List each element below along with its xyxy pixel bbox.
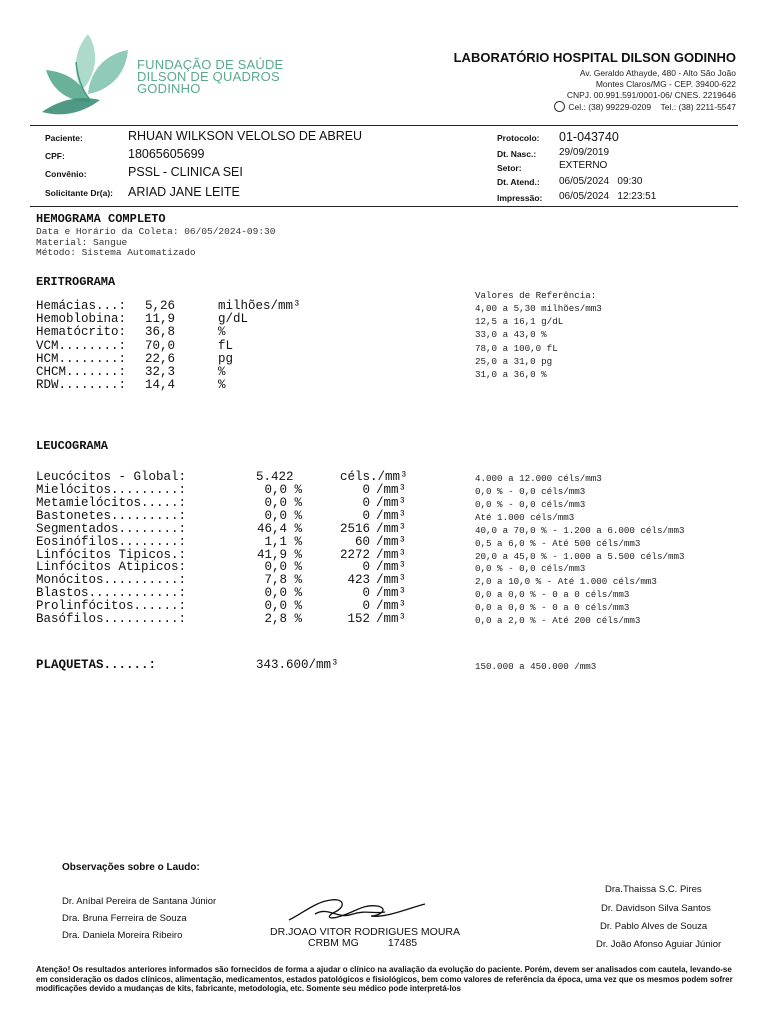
leucograma-unit: /mm³ [376, 521, 407, 536]
eritrograma-label: Hemácias...: [36, 299, 127, 313]
leucograma-pct: 46,4 % [256, 521, 302, 536]
left-doctor-2: Dra. Bruna Ferreira de Souza [62, 913, 187, 924]
leucograma-pct: 41,9 % [256, 547, 302, 562]
eritrograma-ref: 31,0 a 36,0 % [475, 369, 547, 380]
left-doctor-1: Dr. Aníbal Pereira de Santana Júnior [62, 896, 217, 907]
leucograma-abs: 152 [347, 612, 370, 626]
right-doctor-1: Dra.Thaissa S.C. Pires [605, 884, 702, 895]
eritrograma-value: 5,26 [145, 299, 176, 313]
brand-line-3: GODINHO [137, 81, 201, 96]
leucograma-unit: /mm³ [376, 599, 407, 614]
signature [285, 890, 435, 930]
tel-phone: Tel.: (38) 2211-5547 [660, 102, 736, 112]
whatsapp-icon [554, 101, 565, 112]
lab-address-3: CNPJ. 00.991.591/0001-06/ CNES. 2219646 [566, 90, 736, 100]
handwritten-signature-icon [285, 890, 435, 930]
eritrograma-label: RDW........: [36, 378, 127, 393]
leucograma-pct: 0,0 % [264, 599, 302, 614]
right-doctor-3: Dr. Pablo Alves de Souza [600, 921, 708, 932]
leucograma-abs: 0 [362, 508, 370, 523]
setor-label: Setor: [497, 163, 522, 173]
eritrograma-value: 36,8 [145, 325, 176, 340]
leucograma-label: Mielócitos.........: [36, 483, 187, 497]
leucograma-ref: 20,0 a 45,0 % - 1.000 a 5.500 céls/mm3 [475, 550, 685, 562]
exam-coleta: Data e Horário da Coleta: 06/05/2024-09:30 [36, 226, 276, 237]
right-doctor-4: Dr. João Afonso Aguiar Júnior [596, 939, 722, 950]
eritrograma-ref: 12,5 a 16,1 g/dL [475, 316, 564, 328]
signer-crbm: CRBM MG 17485 [308, 937, 418, 949]
eritrograma-ref: 4,00 a 5,30 milhões/mm3 [475, 303, 602, 314]
left-doctor-3: Dra. Daniela Moreira Ribeiro [62, 930, 183, 941]
eritrograma-value: 11,9 [145, 312, 176, 327]
eritrograma-label: Hemoblobina: [36, 312, 127, 327]
eritrograma-value: 14,4 [145, 378, 176, 393]
right-doctor-2: Dr. Davidson Silva Santos [601, 903, 711, 914]
eritrograma-unit: fL [218, 338, 234, 353]
leucograma-ref: 0,0 a 0,0 % - 0 a 0 céls/mm3 [475, 589, 630, 601]
atend-label: Dt. Atend.: [497, 177, 540, 187]
leucocitos-global-value: 5.422 [256, 470, 294, 484]
eritrograma-unit: g/dL [218, 312, 249, 327]
brand-line-1: FUNDAÇÃO DE SAÚDE [137, 57, 284, 72]
leucocitos-global-ref: 4.000 a 12.000 céls/mm3 [475, 473, 602, 484]
lab-address-2: Montes Claros/MG - CEP. 39400-622 [595, 79, 736, 89]
eritrograma-title: ERITROGRAMA [36, 275, 116, 289]
eritrograma-ref: 33,0 a 43,0 % [475, 329, 547, 341]
leucograma-pct: 1,1 % [264, 534, 302, 549]
solicitante-label: Solicitante Dr(a): [45, 188, 114, 198]
protocolo-label: Protocolo: [497, 133, 540, 143]
plaquetas-ref: 150.000 a 450.000 /mm3 [475, 661, 597, 672]
leucograma-label: Prolinfócitos......: [36, 599, 187, 614]
leucograma-abs: 0 [362, 586, 370, 601]
leucograma-pct: 0,0 % [264, 586, 302, 601]
leucograma-unit: /mm³ [376, 586, 407, 601]
eritrograma-unit: milhões/mm³ [218, 299, 301, 313]
eritrograma-unit: % [218, 365, 226, 379]
leucograma-unit: /mm³ [376, 508, 407, 523]
leucograma-abs: 0 [362, 560, 370, 575]
atend-value: 06/05/2024 09:30 [559, 176, 643, 187]
ref-header: Valores de Referência: [475, 290, 597, 301]
foundation-name [137, 59, 283, 95]
exam-metodo: Método: Sistema Automatizado [36, 247, 196, 258]
eritrograma-unit: pg [218, 351, 234, 366]
leucograma-unit: /mm³ [376, 547, 407, 562]
cpf-label: CPF: [45, 151, 65, 161]
leucograma-pct: 2,8 % [264, 612, 302, 626]
leucograma-ref: 0,5 a 6,0 % - Até 500 céls/mm3 [475, 537, 641, 549]
header-divider [30, 125, 738, 126]
leucograma-ref: 40,0 a 70,0 % - 1.200 a 6.000 céls/mm3 [475, 524, 685, 536]
leucograma-ref: 0,0 % - 0,0 céls/mm3 [475, 563, 586, 575]
patient-divider [30, 206, 738, 207]
leucograma-pct: 7,8 % [264, 573, 302, 588]
leucograma-abs: 60 [354, 534, 370, 549]
leucograma-unit: /mm³ [376, 560, 407, 575]
exam-material: Material: Sangue [36, 236, 128, 248]
leucograma-ref: 0,0 a 0,0 % - 0 a 0 céls/mm3 [475, 602, 630, 614]
nasc-label: Dt. Nasc.: [497, 149, 537, 159]
leucograma-pct: 0,0 % [264, 508, 302, 523]
eritrograma-ref: 25,0 a 31,0 pg [475, 355, 553, 367]
brand-line-2: DILSON DE QUADROS [137, 69, 280, 84]
leucograma-ref: 2,0 a 10,0 % - Até 1.000 céls/mm3 [475, 576, 657, 588]
leucograma-unit: /mm³ [376, 573, 407, 588]
leucograma-abs: 0 [362, 495, 370, 510]
paciente-value: RHUAN WILKSON VELOLSO DE ABREU [128, 129, 363, 143]
eritrograma-unit: % [218, 378, 226, 393]
exam-meta [36, 227, 275, 259]
nasc-value: 29/09/2019 [559, 147, 610, 158]
leucograma-unit: /mm³ [376, 612, 407, 626]
eritrograma-label: Hematócrito: [36, 325, 127, 340]
leucograma-title: LEUCOGRAMA [36, 439, 109, 453]
eritrograma-label: VCM........: [36, 338, 127, 353]
lab-title: LABORATÓRIO HOSPITAL DILSON GODINHO [453, 50, 736, 65]
leucograma-label: Metamielócitos.....: [36, 495, 187, 510]
cpf-value: 18065605699 [128, 147, 205, 161]
leucograma-label: Linfócitos Tipicos.: [36, 547, 187, 562]
plaquetas-label: PLAQUETAS......: [36, 658, 157, 672]
leucograma-label: Blastos............: [36, 586, 187, 601]
convenio-value: PSSL - CLINICA SEI [128, 165, 243, 179]
eritrograma-ref: 78,0 a 100,0 fL [475, 342, 558, 354]
protocolo-value: 01-043740 [559, 130, 619, 144]
impressao-label: Impressão: [497, 193, 543, 203]
setor-value: EXTERNO [559, 160, 608, 171]
leucograma-unit: /mm³ [376, 483, 407, 497]
signer-name: DR.JOAO VITOR RODRIGUES MOURA [270, 926, 460, 938]
leucograma-label: Basófilos..........: [36, 612, 187, 626]
eritrograma-value: 32,3 [145, 365, 176, 379]
leucograma-pct: 0,0 % [264, 483, 302, 497]
lab-address-1: Av. Geraldo Athayde, 480 - Alto São João [579, 68, 736, 78]
leucograma-label: Eosinófilos........: [36, 534, 187, 549]
impressao-value: 06/05/2024 12:23:51 [559, 191, 657, 202]
leucograma-label: Bastonetes.........: [36, 508, 187, 523]
leucograma-ref: Até 1.000 céls/mm3 [475, 511, 575, 523]
leucograma-abs: 0 [362, 599, 370, 614]
disclaimer: Atenção! Os resultados anteriores informados são fornecidos de forma a ajudar o clínico na avaliação da evolução do paciente. Porém, devem ser analisados com cautela, levando-se em consideração os dados clínicos, alimentação, medicamentos, estados patológicos e fisiológicos, bem como valores de referência da época, uma vez que os mesmos podem sofrer modificações devido a mudanças de kits, fabricante, metodologia, etc. Somente seu médico pode interpretá-los [36, 965, 733, 993]
leucograma-ref: 0,0 % - 0,0 céls/mm3 [475, 486, 586, 497]
leucograma-ref: 0,0 % - 0,0 céls/mm3 [475, 498, 586, 510]
solicitante-value: ARIAD JANE LEITE [128, 185, 240, 199]
plaquetas-value: 343.600/mm³ [256, 658, 339, 672]
leucograma-label: Segmentados........: [36, 521, 187, 536]
exam-title: HEMOGRAMA COMPLETO [36, 212, 166, 226]
leucograma-pct: 0,0 % [264, 560, 302, 575]
convenio-label: Convênio: [45, 169, 87, 179]
paciente-label: Paciente: [45, 133, 83, 143]
eritrograma-label: CHCM.......: [36, 365, 127, 379]
leucocitos-global-unit: céls./mm³ [340, 470, 408, 484]
leucograma-label: Monócitos..........: [36, 573, 187, 588]
leucograma-ref: 0,0 a 2,0 % - Até 200 céls/mm3 [475, 615, 641, 626]
leucocitos-global-label: Leucócitos - Global: [36, 470, 187, 484]
leucograma-abs: 2516 [339, 521, 370, 536]
leucograma-abs: 0 [362, 483, 370, 497]
leaf-logo-icon [38, 32, 134, 122]
observacoes-label: Observações sobre o Laudo: [62, 862, 200, 873]
leucograma-abs: 2272 [339, 547, 370, 562]
eritrograma-value: 22,6 [145, 351, 176, 366]
leucograma-label: Linfócitos Atipicos: [36, 560, 187, 575]
foundation-logo [38, 32, 134, 122]
eritrograma-value: 70,0 [145, 338, 176, 353]
leucograma-abs: 423 [347, 573, 370, 588]
leucograma-unit: /mm³ [376, 495, 407, 510]
leucograma-unit: /mm³ [376, 534, 407, 549]
eritrograma-unit: % [218, 325, 226, 340]
cel-phone: Cel.: (38) 99229-0209 [568, 102, 652, 112]
leucograma-pct: 0,0 % [264, 495, 302, 510]
eritrograma-label: HCM........: [36, 351, 127, 366]
lab-phones [554, 101, 736, 112]
